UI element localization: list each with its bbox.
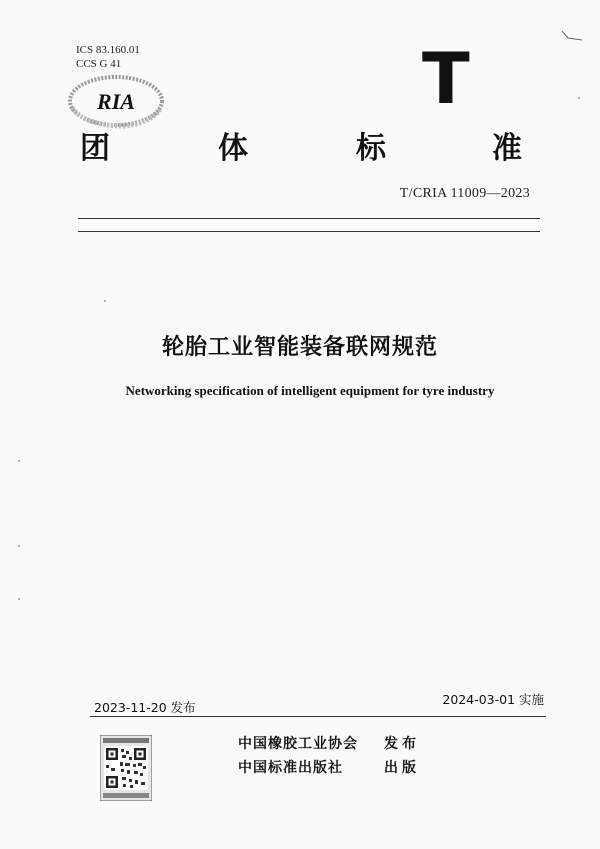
scan-mark xyxy=(560,28,586,42)
footer-rule xyxy=(90,716,546,717)
title-english: Networking specification of intelligent equipment for tyre industry xyxy=(125,383,495,398)
title-chinese: 轮胎工业智能装备联网规范 xyxy=(161,335,438,360)
publisher-name-1: 中国橡胶工业协会 xyxy=(238,736,358,752)
publisher-name-2: 中国标准出版社 xyxy=(238,760,343,776)
qr-code-sticker xyxy=(100,735,152,801)
category-char-1: 团 xyxy=(80,131,110,166)
header-rule-top xyxy=(78,218,540,219)
category-char-3: 标 xyxy=(356,131,386,166)
ccs-code: CCS G 41 xyxy=(76,58,122,70)
publisher-action-2: 出版 xyxy=(384,760,420,776)
logo-text: RIA xyxy=(97,89,135,114)
cria-logo xyxy=(66,68,166,130)
scan-speck xyxy=(18,545,20,547)
header-rule-bottom xyxy=(78,231,540,232)
category-char-2: 体 xyxy=(218,131,248,166)
standard-type-letter: T xyxy=(422,38,470,120)
ics-code: ICS 83.160.01 xyxy=(76,44,140,56)
scan-speck xyxy=(18,460,20,462)
publisher-action-1: 发布 xyxy=(384,736,420,752)
scan-speck xyxy=(18,598,20,600)
scan-speck xyxy=(578,97,580,99)
implementation-date: 2024-03-01 实施 xyxy=(442,692,544,707)
issue-date: 2023-11-20 发布 xyxy=(94,700,196,715)
standard-number: T/CRIA 11009—2023 xyxy=(399,186,530,201)
scan-speck xyxy=(104,300,106,302)
category-char-4: 准 xyxy=(492,131,522,166)
